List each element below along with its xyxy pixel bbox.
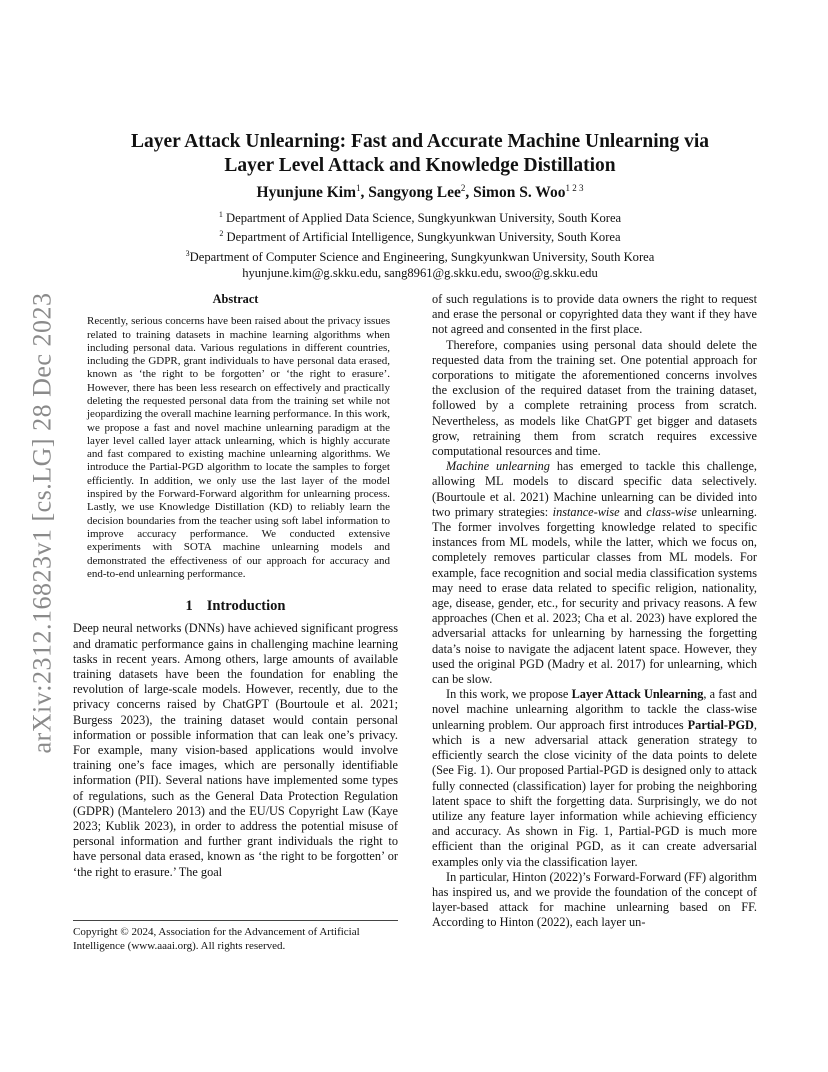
affiliation-text: Department of Artificial Intelligence, Sungkyunkwan University, South Korea	[223, 230, 621, 245]
abstract-text: Recently, serious concerns have been raised about the privacy issues related to training datasets in machine learning algorithms when including personal data. Various regulations in different countries, including the GDPR, grant individuals to have personal data erased, known as ‘the right to be forgotten’ or ‘the right to erasure’. However, there has been less research on effectively and practically deleting the requested personal data from the training set while not jeopardizing the overall machine learning performance. In this work, we propose a fast and novel machine unlearning paradigm at the layer level called layer attack unlearning, which is highly accurate and fast compared to existing machine unlearning algorithms. We introduce the Partial-PGD algorithm to locate the samples to forget efficiently. In addition, we only use the last layer of the model inspired by the Forward-Forward algorithm for unlearning process. Lastly, we use Knowledge Distillation (KD) to reliably learn the decision boundaries from the teacher using soft label information to improve accuracy performance. We conducted extensive experiments with SOTA machine unlearning models and demonstrated the effectiveness of our approach for accuracy and end-to-end unlearning performance.	[87, 315, 390, 580]
abstract-heading: Abstract	[212, 292, 259, 306]
affiliation-line	[70, 246, 770, 265]
paragraph-text: In this work, we propose	[446, 687, 572, 702]
copyright-notice: Copyright © 2024, Association for the Advancement of Artificial Intelligence (www.aaai.org). All rights reserved.	[73, 920, 398, 953]
paper-title	[70, 130, 770, 178]
body-paragraph: of such regulations is to provide data owners the right to request and erase the personal or copyrighted data they want if they have not agreed and consented in the first place.	[432, 292, 757, 337]
right-column	[432, 292, 757, 931]
affiliation-line	[70, 207, 770, 226]
author-sep: ,	[360, 184, 369, 202]
author-emails: hyunjune.kim@g.skku.edu, sang8961@g.skku.edu, swoo@g.skku.edu	[242, 266, 598, 281]
paragraph-text: , a fast and novel machine unlearning algorithm to tackle the class-wise unlearning problem. Our approach first introduces	[432, 687, 758, 732]
bold-term: Layer Attack Unlearning	[571, 687, 704, 702]
arxiv-stamp	[22, 285, 62, 760]
author-sep: ,	[465, 184, 474, 202]
affiliation-text: Department of Applied Data Science, Sungkyunkwan University, South Korea	[222, 211, 622, 226]
paragraph-text: has emerged to tackle this challenge, allowing ML models to discard specific data selectively. (Bourtoule et al. 2021) Machine unlearning can be divided into two primary strategies:	[432, 459, 757, 519]
body-paragraph	[432, 687, 757, 869]
bold-term: Partial-PGD	[687, 717, 754, 732]
paragraph-text: unlearning. The former involves forgetting knowledge related to specific instances from ML models, while the latter, which we focus on, completely removes particular classes from ML models. For example, face recognition and social media classification systems may need to erase data related to specific religion, nationality, age, disease, gender, etc., for security and privacy reasons. A few approaches (Chen et al. 2023; Cha et al. 2023) have explored the adversarial attacks for unlearning by harnessing the forgetting data’s noise to navigate the adjacent latent space. However, they used the original PGD (Madry et al. 2017) for unlearning, which can be slow.	[432, 504, 757, 687]
affiliation-line	[70, 226, 770, 245]
body-paragraph: Therefore, companies using personal data should delete the requested data from the training set. One potential approach for corporations to mitigate the aforementioned concerns involves the exclusion of the required dataset from the training dataset, followed by a complete retraining process from scratch. Nevertheless, as models like ChatGPT get bigger and datasets grow, retraining them from scratch requires excessive computational resources and time.	[432, 337, 757, 459]
title-line-2: Layer Level Attack and Knowledge Distillation	[224, 155, 616, 176]
emphasis-term: instance-wise	[552, 504, 620, 519]
section-title: Introduction	[206, 598, 286, 615]
intro-paragraph: Deep neural networks (DNNs) have achieved significant progress and dramatic performance gains in challenging machine learning tasks in recent years. Among others, large amounts of available training datasets have been the foundation for enabling the revolution of large-scale models. However, recently, due to the privacy concerns raised by ChatGPT (Bourtoule et al. 2021; Burgess 2023), the training dataset would contain personal information or possible information that can leak one’s privacy. For example, many vision-based applications would involve training one’s face images, which are personally identifiable information (PII). Several nations have implemented some types of regulations, such as the General Data Protection Regulation (GDPR) (Mantelero 2013) and the EU/US Copyright Law (Kaye 2023; Kublik 2023), in order to address the potential misuse of personal information and further grant individuals the right to have personal data erased, known as ‘the right to be forgotten’ or ‘the right to erasure.’ The goal	[73, 621, 398, 879]
author-name: Hyunjune Kim	[256, 184, 357, 202]
author-sup: 2	[460, 183, 466, 193]
affiliations	[70, 207, 770, 281]
paragraph-text: and	[619, 504, 647, 519]
author-sup: 1	[356, 183, 361, 193]
affiliation-text: Department of Computer Science and Engineering, Sungkyunkwan University, South Korea	[189, 249, 655, 264]
arxiv-stamp-text: arXiv:2312.16823v1 [cs.LG] 28 Dec 2023	[27, 292, 57, 753]
author-name: Sangyong Lee	[368, 184, 461, 202]
section-number: 1	[185, 598, 193, 615]
author-sup: 1 2 3	[565, 183, 584, 193]
body-paragraph: In particular, Hinton (2022)’s Forward-Forward (FF) algorithm has inspired us, and we provide the foundation of the concept of layer-based attack for machine unlearning based on FF. According to Hinton (2022), each layer un-	[432, 869, 757, 930]
body-paragraph	[432, 459, 757, 687]
author-name: Simon S. Woo	[473, 184, 566, 202]
title-line-1: Layer Attack Unlearning: Fast and Accurate Machine Unlearning via	[130, 131, 710, 152]
left-column	[73, 292, 398, 880]
paragraph-text: , which is a new adversarial attack generation strategy to efficiently search the close vicinity of the data points to delete (See Fig. 1). Our proposed Partial-PGD is designed only to attack fully connected (classification) layer for probing the neighboring latent space to shift the forgetting data. Surprisingly, we do not utilize any feature layer information while achieving efficiency and accuracy. As shown in Fig. 1, Partial-PGD is much more efficient than the original PGD, as it can create adversarial examples only via the classification layer.	[432, 717, 757, 869]
affiliation-sup: 3	[185, 248, 190, 258]
emphasis-term: class-wise	[646, 504, 697, 519]
section-heading-introduction	[73, 599, 398, 614]
affiliation-sup: 1	[218, 210, 223, 219]
affiliation-sup: 2	[219, 229, 224, 239]
author-list	[70, 183, 770, 202]
emphasis-term: Machine unlearning	[446, 459, 550, 474]
